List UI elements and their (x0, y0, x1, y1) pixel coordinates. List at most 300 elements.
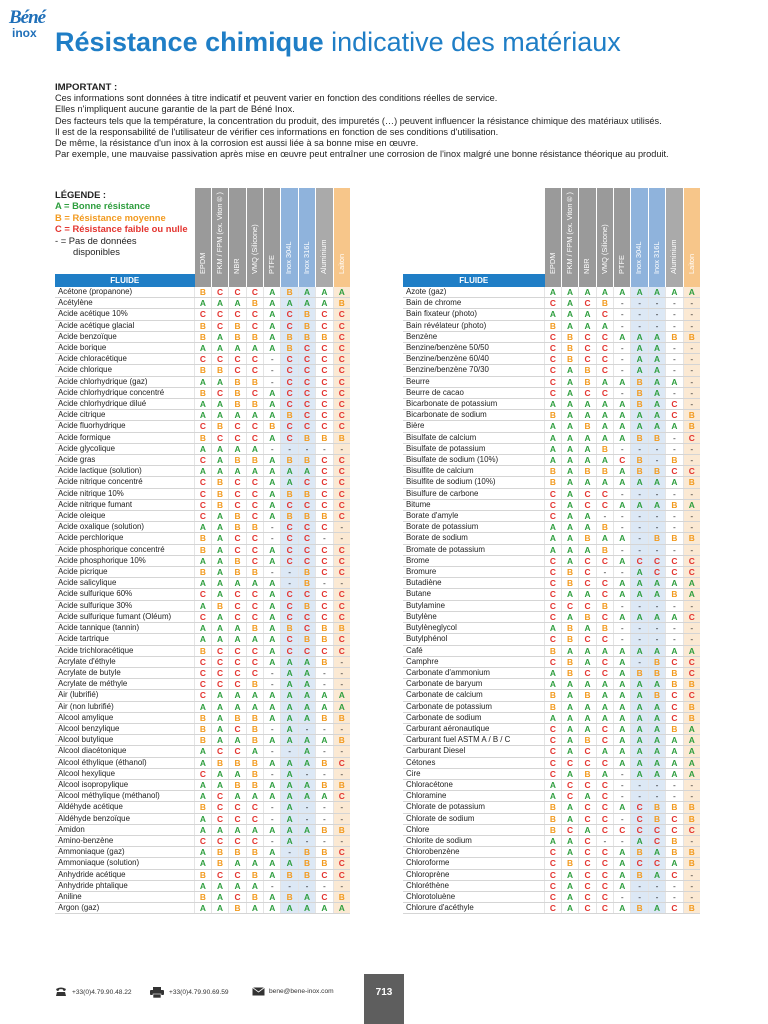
rating-cell: B (298, 600, 315, 611)
rating-cell: A (545, 455, 562, 466)
rating-cell: C (229, 432, 246, 443)
rating-cell: C (333, 555, 350, 566)
rating-cell: B (316, 623, 333, 634)
rating-cell: A (648, 757, 665, 768)
rating-cell: A (195, 847, 212, 858)
fluid-name: Ammoniaque (solution) (55, 858, 195, 869)
rating-cell: A (666, 376, 683, 387)
rating-cell: A (561, 477, 578, 488)
rating-cell: A (561, 443, 578, 454)
rating-cell: C (579, 757, 596, 768)
rating-cell: B (229, 847, 246, 858)
intro-line: Il est de la responsabilité de l'utilisateur de vérifier ces informations en fonction de ses conditions d'utilisation. (55, 126, 499, 137)
rating-cell: A (298, 735, 315, 746)
rating-cell: C (195, 656, 212, 667)
rating-cell: B (579, 533, 596, 544)
rating-cell: C (211, 354, 228, 365)
rating-cell: - (264, 533, 281, 544)
rating-cell: C (246, 600, 263, 611)
table-row (403, 589, 700, 600)
rating-cell: A (614, 679, 631, 690)
rating-cell: A (614, 735, 631, 746)
rating-cell: A (264, 791, 281, 802)
rating-cell: B (648, 690, 665, 701)
brand-logo-line2: inox (12, 26, 37, 40)
rating-cell: B (246, 455, 263, 466)
rating-cell: A (246, 746, 263, 757)
rating-cell: C (281, 600, 298, 611)
rating-cell: B (631, 387, 648, 398)
col-header-fkm: FKM / FPM (ex. Viton®) (561, 188, 578, 274)
rating-cell: B (631, 399, 648, 410)
rating-cell: A (579, 432, 596, 443)
legend-heading: LÉGENDE : (55, 189, 107, 200)
table-row (55, 600, 350, 611)
rating-cell: - (666, 522, 683, 533)
rating-cell: - (648, 880, 665, 891)
rating-cell: C (596, 869, 613, 880)
rating-cell: C (229, 723, 246, 734)
rating-cell: A (545, 679, 562, 690)
rating-cell: A (229, 701, 246, 712)
rating-cell: C (596, 723, 613, 734)
rating-cell: - (333, 533, 350, 544)
table-corner (403, 188, 545, 274)
rating-cell: B (561, 354, 578, 365)
rating-cell: - (298, 443, 315, 454)
rating-cell: B (195, 432, 212, 443)
rating-cell: - (683, 835, 700, 846)
rating-cell: A (195, 376, 212, 387)
rating-cell: A (264, 477, 281, 488)
rating-cell: C (545, 611, 562, 622)
fluid-name: Chloréthène (403, 880, 545, 891)
rating-cell: - (683, 869, 700, 880)
rating-cell: C (246, 387, 263, 398)
rating-cell: C (545, 511, 562, 522)
table-row (55, 701, 350, 712)
rating-cell: A (561, 891, 578, 902)
rating-cell: - (281, 746, 298, 757)
rating-cell: B (683, 331, 700, 342)
rating-cell: C (579, 835, 596, 846)
table-row (55, 399, 350, 410)
rating-cell: C (579, 578, 596, 589)
fluid-name: Acide borique (55, 343, 195, 354)
rating-cell: B (246, 298, 263, 309)
rating-cell: - (264, 835, 281, 846)
rating-cell: A (281, 824, 298, 835)
rating-cell: A (264, 701, 281, 712)
fluid-name: Carbonate de baryum (403, 679, 545, 690)
rating-cell: A (264, 309, 281, 320)
rating-cell: A (195, 779, 212, 790)
table-row (55, 735, 350, 746)
rating-cell: - (631, 309, 648, 320)
rating-cell: A (211, 690, 228, 701)
rating-cell: B (264, 421, 281, 432)
rating-cell: A (683, 589, 700, 600)
rating-cell: - (631, 623, 648, 634)
rating-cell: A (211, 701, 228, 712)
rating-cell: - (683, 488, 700, 499)
rating-cell: - (316, 813, 333, 824)
rating-cell: C (579, 858, 596, 869)
rating-cell: A (229, 578, 246, 589)
rating-cell: B (545, 813, 562, 824)
rating-cell: - (683, 623, 700, 634)
footer-phone (54, 987, 132, 997)
rating-cell: - (683, 455, 700, 466)
rating-cell: C (579, 847, 596, 858)
rating-cell: C (195, 354, 212, 365)
fluid-name: Butylèneglycol (403, 623, 545, 634)
rating-cell: C (333, 365, 350, 376)
rating-cell: A (614, 847, 631, 858)
rating-cell: A (579, 589, 596, 600)
rating-cell: C (316, 410, 333, 421)
rating-cell: A (648, 869, 665, 880)
rating-cell: B (333, 891, 350, 902)
rating-cell: B (246, 399, 263, 410)
rating-cell: C (281, 421, 298, 432)
rating-cell: B (316, 511, 333, 522)
rating-cell: A (333, 701, 350, 712)
rating-cell: A (229, 466, 246, 477)
rating-cell: B (246, 757, 263, 768)
rating-cell: A (683, 746, 700, 757)
rating-cell: A (316, 903, 333, 914)
rating-cell: C (545, 735, 562, 746)
rating-cell: A (631, 835, 648, 846)
rating-cell: A (211, 399, 228, 410)
rating-cell: A (281, 690, 298, 701)
table-row (403, 309, 700, 320)
rating-cell: B (579, 466, 596, 477)
rating-cell: - (631, 511, 648, 522)
rating-cell: A (211, 891, 228, 902)
fluid-name: Acide chlorhydrique (gaz) (55, 376, 195, 387)
rating-cell: A (631, 589, 648, 600)
rating-cell: C (195, 690, 212, 701)
rating-cell: A (246, 690, 263, 701)
rating-cell: A (195, 522, 212, 533)
rating-cell: A (264, 656, 281, 667)
rating-cell: B (246, 567, 263, 578)
rating-cell: C (545, 343, 562, 354)
rating-cell: A (631, 679, 648, 690)
rating-cell: A (316, 287, 333, 298)
fluid-name: Acide trichloracétique (55, 645, 195, 656)
rating-cell: - (316, 533, 333, 544)
table-row (55, 354, 350, 365)
col-header-vmq: VMQ (Silicone) (246, 188, 263, 274)
rating-cell: B (648, 656, 665, 667)
rating-cell: A (545, 443, 562, 454)
rating-cell: A (545, 432, 562, 443)
rating-cell: - (614, 511, 631, 522)
rating-cell: A (298, 746, 315, 757)
rating-cell: A (579, 511, 596, 522)
rating-cell: B (631, 376, 648, 387)
fluid-name: Acétone (propanone) (55, 287, 195, 298)
rating-cell: C (545, 891, 562, 902)
fluid-name: Acide glycolique (55, 443, 195, 454)
fluid-name: Butylamine (403, 600, 545, 611)
fluid-name: Amino-benzène (55, 835, 195, 846)
rating-cell: B (561, 331, 578, 342)
rating-cell: - (614, 544, 631, 555)
rating-cell: C (316, 891, 333, 902)
rating-cell: A (211, 455, 228, 466)
rating-cell: C (195, 611, 212, 622)
table-row (55, 455, 350, 466)
rating-cell: B (298, 331, 315, 342)
rating-cell: A (666, 645, 683, 656)
table-row (403, 522, 700, 533)
rating-cell: B (298, 847, 315, 858)
rating-cell: A (631, 757, 648, 768)
rating-cell: B (666, 455, 683, 466)
rating-cell: A (631, 354, 648, 365)
rating-cell: C (246, 611, 263, 622)
rating-cell: C (316, 320, 333, 331)
fluid-header: FLUIDE (55, 274, 195, 287)
rating-cell: B (666, 679, 683, 690)
table-row (55, 522, 350, 533)
rating-cell: C (211, 791, 228, 802)
rating-cell: A (264, 387, 281, 398)
rating-cell: - (298, 835, 315, 846)
rating-cell: - (264, 880, 281, 891)
rating-cell: - (631, 488, 648, 499)
rating-cell: B (545, 824, 562, 835)
rating-cell: C (229, 365, 246, 376)
rating-cell: B (683, 410, 700, 421)
rating-cell: A (614, 477, 631, 488)
rating-cell: A (631, 578, 648, 589)
rating-cell: A (264, 824, 281, 835)
rating-cell: C (666, 690, 683, 701)
rating-cell: C (333, 320, 350, 331)
fluid-name: Bromure (403, 567, 545, 578)
rating-cell: C (195, 667, 212, 678)
rating-cell: B (316, 779, 333, 790)
rating-cell: C (298, 354, 315, 365)
rating-cell: A (648, 287, 665, 298)
rating-cell: A (195, 701, 212, 712)
rating-cell: - (298, 723, 315, 734)
fluid-name: Acide citrique (55, 410, 195, 421)
rating-cell: A (316, 791, 333, 802)
rating-cell: B (246, 869, 263, 880)
rating-cell: C (246, 432, 263, 443)
rating-cell: B (316, 824, 333, 835)
rating-cell: A (631, 287, 648, 298)
rating-cell: B (596, 522, 613, 533)
rating-cell: C (316, 544, 333, 555)
rating-cell: C (211, 432, 228, 443)
fluid-name: Acide nitrique concentré (55, 477, 195, 488)
rating-cell: C (298, 645, 315, 656)
rating-cell: B (561, 578, 578, 589)
rating-cell: C (561, 757, 578, 768)
rating-cell: C (333, 376, 350, 387)
fluid-name: Chloroprène (403, 869, 545, 880)
rating-cell: - (666, 309, 683, 320)
rating-cell: - (333, 667, 350, 678)
rating-cell: A (596, 679, 613, 690)
rating-cell: - (648, 320, 665, 331)
rating-cell: B (596, 544, 613, 555)
table-row (55, 858, 350, 869)
rating-cell: C (316, 522, 333, 533)
rating-cell: A (579, 645, 596, 656)
rating-cell: A (561, 455, 578, 466)
rating-cell: A (614, 589, 631, 600)
rating-cell: A (281, 298, 298, 309)
rating-cell: B (281, 488, 298, 499)
rating-cell: A (316, 690, 333, 701)
rating-cell: B (281, 331, 298, 342)
rating-cell: A (195, 746, 212, 757)
rating-cell: C (195, 499, 212, 510)
rating-cell: C (333, 309, 350, 320)
rating-cell: - (683, 634, 700, 645)
rating-cell: C (229, 802, 246, 813)
rating-cell: A (211, 589, 228, 600)
rating-cell: A (211, 634, 228, 645)
fluid-name: Chlorate de sodium (403, 813, 545, 824)
fluid-name: Acide gras (55, 455, 195, 466)
fluid-name: Bain révélateur (photo) (403, 320, 545, 331)
rating-cell: - (333, 723, 350, 734)
rating-cell: C (281, 354, 298, 365)
rating-cell: A (264, 611, 281, 622)
rating-cell: C (683, 656, 700, 667)
rating-cell: B (683, 903, 700, 914)
table-row (403, 320, 700, 331)
table-row (403, 858, 700, 869)
rating-cell: - (316, 768, 333, 779)
rating-cell: A (211, 555, 228, 566)
rating-cell: B (211, 477, 228, 488)
rating-cell: B (596, 443, 613, 454)
rating-cell: B (195, 320, 212, 331)
rating-cell: C (229, 835, 246, 846)
table-row (403, 466, 700, 477)
rating-cell: C (614, 824, 631, 835)
rating-cell: A (246, 578, 263, 589)
rating-cell: A (631, 331, 648, 342)
rating-cell: B (333, 735, 350, 746)
rating-cell: C (545, 768, 562, 779)
rating-cell: A (648, 746, 665, 757)
fluid-name: Brome (403, 555, 545, 566)
rating-cell: A (631, 690, 648, 701)
rating-cell: A (631, 499, 648, 510)
fluid-name: Benzine/benzène 70/30 (403, 365, 545, 376)
table-row (55, 499, 350, 510)
fluid-name: Aldéhyde benzoïque (55, 813, 195, 824)
rating-cell: A (596, 376, 613, 387)
rating-cell: C (229, 533, 246, 544)
rating-cell: - (631, 791, 648, 802)
rating-cell: - (614, 365, 631, 376)
table-row (55, 813, 350, 824)
rating-cell: C (666, 869, 683, 880)
rating-cell: A (579, 287, 596, 298)
fluid-name: Acide nitrique 10% (55, 488, 195, 499)
rating-cell: A (264, 869, 281, 880)
rating-cell: A (281, 835, 298, 846)
rating-cell: C (579, 667, 596, 678)
rating-cell: C (211, 869, 228, 880)
table-row (403, 880, 700, 891)
rating-cell: A (211, 511, 228, 522)
resistance-table-left (55, 188, 350, 914)
rating-cell: B (246, 623, 263, 634)
rating-cell: C (579, 869, 596, 880)
rating-cell: - (683, 365, 700, 376)
rating-cell: A (648, 645, 665, 656)
rating-cell: A (631, 746, 648, 757)
rating-cell: A (229, 410, 246, 421)
fluid-name: Chloracétone (403, 779, 545, 790)
rating-cell: - (298, 768, 315, 779)
col-header-ptfe: PTFE (264, 188, 281, 274)
table-row (403, 791, 700, 802)
rating-cell: B (195, 365, 212, 376)
rating-cell: A (281, 477, 298, 488)
rating-cell: A (614, 499, 631, 510)
rating-cell: C (298, 387, 315, 398)
page-title-bold: Résistance chimique (55, 27, 324, 57)
rating-cell: C (545, 499, 562, 510)
rating-cell: - (648, 600, 665, 611)
fluid-name: Carburant fuel ASTM A / B / C (403, 735, 545, 746)
rating-cell: A (545, 623, 562, 634)
rating-cell: A (561, 365, 578, 376)
fluid-name: Chlorite de sodium (403, 835, 545, 846)
rating-cell: - (316, 746, 333, 757)
rating-cell: B (545, 477, 562, 488)
rating-cell: - (264, 768, 281, 779)
rating-cell: A (561, 880, 578, 891)
rating-cell: B (561, 667, 578, 678)
rating-cell: C (545, 746, 562, 757)
rating-cell: A (211, 343, 228, 354)
rating-cell: B (229, 903, 246, 914)
rating-cell: A (246, 410, 263, 421)
rating-cell: C (683, 667, 700, 678)
rating-cell: - (683, 600, 700, 611)
rating-cell: A (648, 354, 665, 365)
rating-cell: A (648, 477, 665, 488)
rating-cell: A (211, 567, 228, 578)
rating-cell: B (666, 847, 683, 858)
legend-b: B = Résistance moyenne (55, 211, 166, 223)
fluid-name: Argon (gaz) (55, 903, 195, 914)
rating-cell: - (631, 443, 648, 454)
rating-cell: A (211, 376, 228, 387)
table-row (403, 365, 700, 376)
rating-cell: A (579, 623, 596, 634)
rating-cell: C (281, 544, 298, 555)
rating-cell: C (561, 779, 578, 790)
rating-cell: A (561, 421, 578, 432)
rating-cell: C (246, 835, 263, 846)
